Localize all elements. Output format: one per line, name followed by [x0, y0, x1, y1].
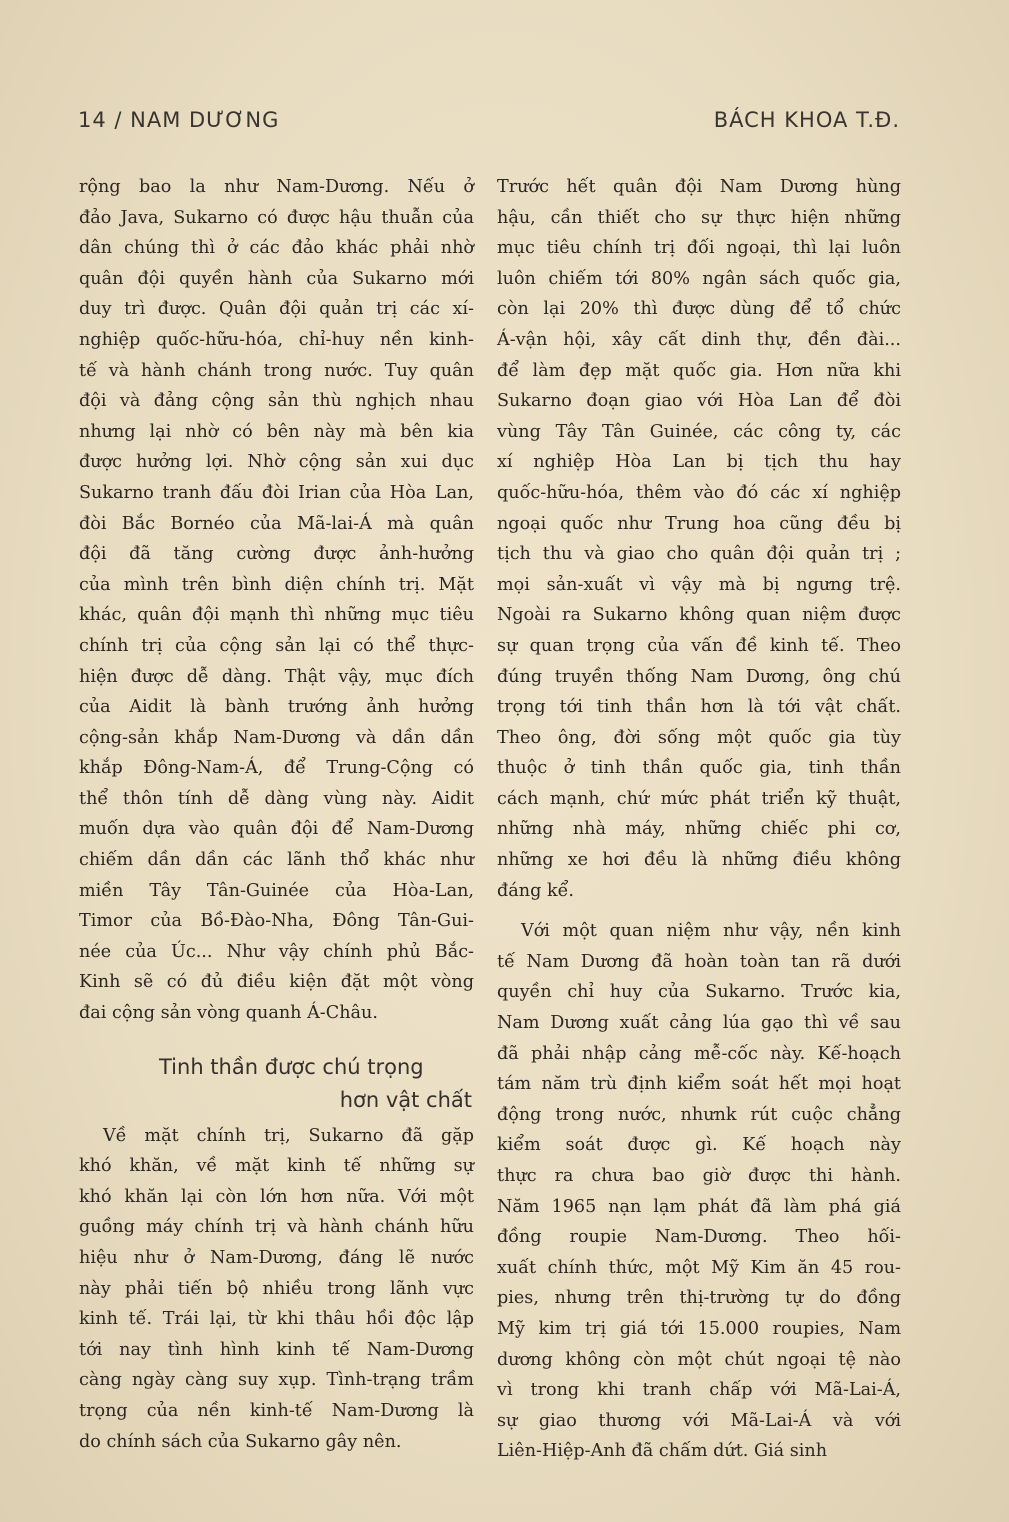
text-line: đúng truyền thống Nam Dương, ông chú — [497, 666, 901, 687]
text-line: này phải tiến bộ nhiều trong lãnh vực — [79, 1278, 474, 1299]
left-paragraph-1 — [79, 172, 474, 1029]
text-line: đồng roupie Nam-Dương. Theo hối- — [497, 1227, 901, 1248]
text-line: thực ra chưa bao giờ được thi hành. — [497, 1166, 901, 1186]
text-line: guồng máy chính trị và hành chánh hữu — [79, 1217, 474, 1238]
text-line: xuất chính thức, một Mỹ Kim ăn 45 rou- — [497, 1257, 901, 1278]
text-line: Kinh sẽ có đủ điều kiện đặt một vòng — [79, 972, 474, 993]
text-line: kiểm soát được gì. Kế hoạch này — [497, 1135, 901, 1156]
text-line: rộng bao la như Nam-Dương. Nếu ở — [79, 177, 474, 197]
section-heading-line-1: Tinh thần được chú trọng — [159, 1054, 424, 1079]
text-line: Nam Dương xuất cảng lúa gạo thì về sau — [497, 1013, 901, 1034]
text-line: do chính sách của Sukarno gây nên. — [79, 1431, 402, 1452]
text-line: trọng tới tinh thần hơn là tới vật chất. — [497, 697, 901, 718]
text-line: quốc-hữu-hóa, thêm vào đó các xí nghiệp — [497, 482, 901, 503]
text-line: miền Tây Tân-Guinée của Hòa-Lan, — [79, 880, 474, 901]
text-line: quân đội quyền hành của Sukarno mới — [79, 268, 474, 289]
text-line: tế và hành chánh trong nước. Tuy quân — [79, 360, 474, 381]
text-line: vùng Tây Tân Guinée, các công ty, các — [497, 421, 901, 442]
text-line: Liên-Hiệp-Anh đã chấm dứt. Giá sinh — [497, 1441, 828, 1462]
text-line: đai cộng sản vòng quanh Á-Châu. — [79, 1003, 378, 1024]
text-line: tới nay tình hình kinh tế Nam-Dương — [79, 1339, 474, 1360]
page-header — [78, 108, 900, 138]
text-line: duy trì được. Quân đội quản trị các xí- — [79, 299, 474, 320]
text-line: khác, quân đội mạnh thì những mục tiêu — [79, 605, 474, 626]
text-line: đội đã tăng cường được ảnh-hưởng — [79, 544, 474, 565]
text-line: nghiệp quốc-hữu-hóa, chỉ-huy nền kinh- — [79, 329, 474, 350]
section-heading-line-2: hơn vật chất — [339, 1087, 472, 1112]
text-line: muốn dựa vào quân đội để Nam-Dương — [79, 819, 474, 840]
text-line: Theo ông, đời sống một quốc gia tùy — [497, 727, 901, 748]
text-line: hiệu như ở Nam-Dương, đáng lẽ nước — [79, 1248, 474, 1268]
header-publication-title: BÁCH KHOA T.Đ. — [713, 108, 900, 132]
text-line: để làm đẹp mặt quốc gia. Hơn nữa khi — [497, 360, 901, 381]
text-line: của Aidit là bành trướng ảnh hưởng — [79, 697, 474, 718]
text-line: hiện được dễ dàng. Thật vậy, mục đích — [79, 666, 474, 687]
text-line: đòi Bắc Bornéo của Mã-lai-Á mà quân — [79, 513, 474, 534]
text-line: khó khăn, về mặt kinh tế những sự — [79, 1156, 474, 1177]
text-line: đội và đảng cộng sản thù nghịch nhau — [79, 391, 474, 412]
text-line: cách mạnh, chứ mức phát triển kỹ thuật, — [497, 788, 901, 809]
left-paragraph-2 — [79, 1121, 474, 1458]
text-line: Sukarno tranh đấu đòi Irian của Hòa Lan, — [79, 482, 474, 503]
text-line: sự giao thương với Mã-Lai-Á và với — [497, 1410, 901, 1431]
text-line: động trong nước, nhưnk rút cuộc chẳng — [497, 1104, 901, 1125]
text-line: luôn chiếm tới 80% ngân sách quốc gia, — [497, 268, 901, 289]
text-line: Ngoài ra Sukarno không quan niệm được — [497, 605, 901, 626]
text-line: cộng-sản khắp Nam-Dương và dần dần — [79, 727, 474, 748]
text-line: đáng kể. — [497, 880, 575, 901]
text-line: chiếm dần dần các lãnh thổ khác như — [79, 850, 474, 871]
text-line: Về mặt chính trị, Sukarno đã gặp — [103, 1125, 474, 1146]
text-line: xí nghiệp Hòa Lan bị tịch thu hay — [497, 452, 901, 473]
right-paragraph-1 — [497, 172, 901, 906]
text-line: thuộc ở tinh thần quốc gia, tinh thần — [497, 758, 901, 779]
left-column — [79, 172, 474, 1457]
text-line: quyền chỉ huy của Sukarno. Trước kia, — [497, 982, 901, 1003]
text-line: những xe hơi đều là những điều không — [497, 850, 901, 871]
text-line: mọi sản-xuất vì vậy mà bị ngưng trệ. — [497, 574, 901, 595]
text-line: dân chúng thì ở các đảo khác phải nhờ — [79, 238, 474, 259]
text-line: Timor của Bồ-Đào-Nha, Đông Tân-Gui- — [79, 911, 474, 932]
text-line: Mỹ kim trị giá tới 15.000 roupies, Nam — [497, 1318, 901, 1339]
text-line: khắp Đông-Nam-Á, để Trung-Cộng có — [79, 758, 474, 779]
text-line: những nhà máy, những chiếc phi cơ, — [497, 819, 901, 840]
text-line: tám năm trù định kiểm soát hết mọi hoạt — [497, 1074, 901, 1095]
text-line: née của Úc... Như vậy chính phủ Bắc- — [79, 941, 474, 962]
header-page-number-section: 14 / NAM DƯƠNG — [78, 108, 280, 132]
text-line: dương không còn một chút ngoại tệ nào — [497, 1349, 901, 1370]
text-line: Á-vận hội, xây cất dinh thự, đền đài... — [497, 329, 901, 350]
text-line: nhưng lại nhờ có bên này mà bên kia — [79, 421, 474, 442]
text-line: mục tiêu chính trị đối ngoại, thì lại luôn — [497, 238, 901, 259]
text-line: tịch thu và giao cho quân đội quản trị ; — [497, 544, 901, 565]
text-line: đã phải nhập cảng mễ-cốc này. Kế-hoạch — [497, 1043, 901, 1064]
text-line: tế Nam Dương đã hoàn toàn tan rã dưới — [497, 951, 901, 972]
text-line: càng ngày càng suy xụp. Tình-trạng trầm — [79, 1370, 474, 1391]
text-line: Sukarno đoạn giao với Hòa Lan để đòi — [497, 391, 901, 412]
text-line: vì trong khi tranh chấp với Mã-Lai-Á, — [497, 1380, 901, 1401]
right-paragraph-2 — [497, 916, 901, 1467]
text-line: pies, nhưng trên thị-trường tự do đồng — [497, 1288, 901, 1309]
text-line: thể thôn tính dễ dàng vùng này. Aidit — [79, 788, 474, 809]
section-heading — [79, 1051, 474, 1117]
text-line: hậu, cần thiết cho sự thực hiện những — [497, 207, 901, 228]
text-line: đảo Java, Sukarno có được hậu thuẫn của — [79, 207, 474, 228]
text-line: còn lại 20% thì được dùng để tổ chức — [497, 299, 901, 320]
text-line: Trước hết quân đội Nam Dương hùng — [497, 177, 901, 197]
text-line: của mình trên bình diện chính trị. Mặt — [79, 574, 474, 595]
text-line: ngoại quốc như Trung hoa cũng đều bị — [497, 513, 901, 534]
text-line: chính trị của cộng sản lại có thể thực- — [79, 635, 474, 656]
text-line: được hưởng lợi. Nhờ cộng sản xui dục — [79, 452, 474, 473]
right-column — [497, 172, 901, 1467]
text-line: Năm 1965 nạn lạm phát đã làm phá giá — [497, 1196, 901, 1217]
text-line: kinh tế. Trái lại, từ khi thâu hồi độc lập — [79, 1309, 474, 1330]
text-line: trọng của nền kinh-tế Nam-Dương là — [79, 1400, 474, 1421]
text-line: khó khăn lại còn lớn hơn nữa. Với một — [79, 1186, 474, 1207]
text-line: sự quan trọng của vấn đề kinh tế. Theo — [497, 635, 901, 656]
text-line: Với một quan niệm như vậy, nền kinh — [521, 921, 901, 942]
